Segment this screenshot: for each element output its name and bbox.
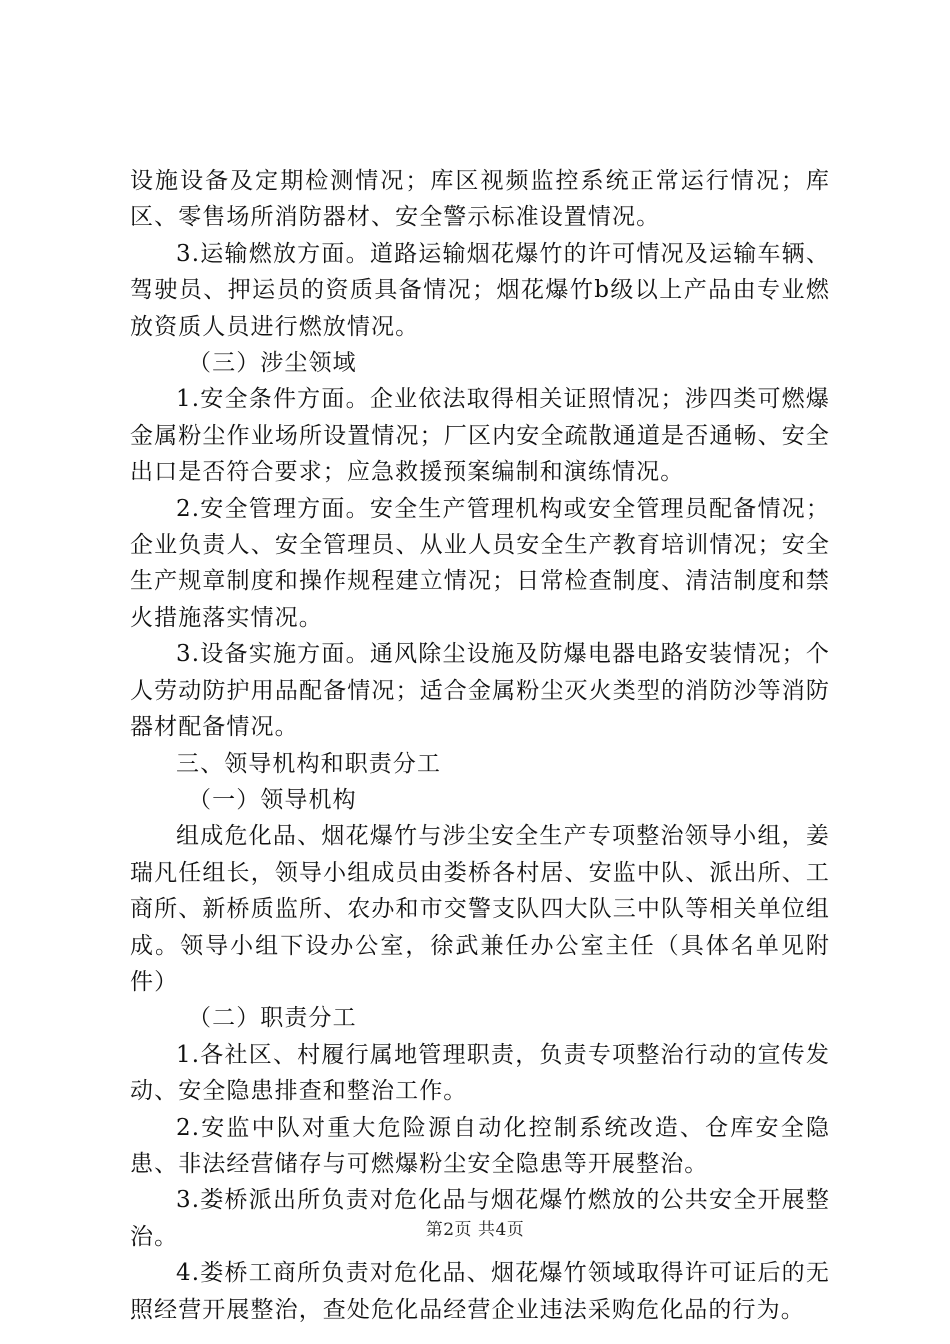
section-heading: 三、领导机构和职责分工 — [176, 750, 442, 777]
document-body — [130, 163, 830, 1328]
paragraph: 3.运输燃放方面。道路运输烟花爆竹的许可情况及运输车辆、驾驶员、押运员的资质具备情况；烟花爆竹b级以上产品由专业燃放资质人员进行燃放情况。 — [130, 240, 830, 340]
paragraph: 设施设备及定期检测情况；库区视频监控系统正常运行情况；库区、零售场所消防器材、安全警示标准设置情况。 — [130, 168, 830, 231]
section-subheading: （一）领导机构 — [188, 786, 357, 813]
paragraph: 1.各社区、村履行属地管理职责，负责专项整治行动的宣传发动、安全隐患排查和整治工作。 — [130, 1041, 830, 1105]
paragraph: 3.设备实施方面。通风除尘设施及防爆电器电路安装情况；个人劳动防护用品配备情况；适合金属粉尘灭火类型的消防沙等消防器材配备情况。 — [130, 641, 830, 741]
paragraph: 2.安全管理方面。安全生产管理机构或安全管理员配备情况；企业负责人、安全管理员、从业人员安全生产教育培训情况；安全生产规章制度和操作规程建立情况；日常检查制度、清洁制度和禁火措施落实情况。 — [130, 495, 830, 631]
section-subheading: （二）职责分工 — [188, 1005, 357, 1032]
section-subheading: （三）涉尘领域 — [188, 350, 357, 377]
paragraph: 2.安监中队对重大危险源自动化控制系统改造、仓库安全隐患、非法经营储存与可燃爆粉尘安全隐患等开展整治。 — [130, 1114, 830, 1177]
paragraph: 4.娄桥工商所负责对危化品、烟花爆竹领域取得许可证后的无照经营开展整治，查处危化品经营企业违法采购危化品的行为。 — [130, 1260, 830, 1323]
paragraph: 组成危化品、烟花爆竹与涉尘安全生产专项整治领导小组，姜瑞凡任组长，领导小组成员由娄桥各村居、安监中队、派出所、工商所、新桥质监所、农办和市交警支队四大队三中队等相关单位组成。领导小组下设办公室，徐武兼任办公室主任（具体名单见附件） — [130, 823, 830, 995]
paragraph: 3.娄桥派出所负责对危化品与烟花爆竹燃放的公共安全开展整治。 — [130, 1187, 830, 1250]
paragraph: 1.安全条件方面。企业依法取得相关证照情况；涉四类可燃爆金属粉尘作业场所设置情况；厂区内安全疏散通道是否通畅、安全出口是否符合要求；应急救援预案编制和演练情况。 — [130, 386, 830, 486]
page-number-footer: 第2页 共4页 — [425, 1220, 525, 1240]
